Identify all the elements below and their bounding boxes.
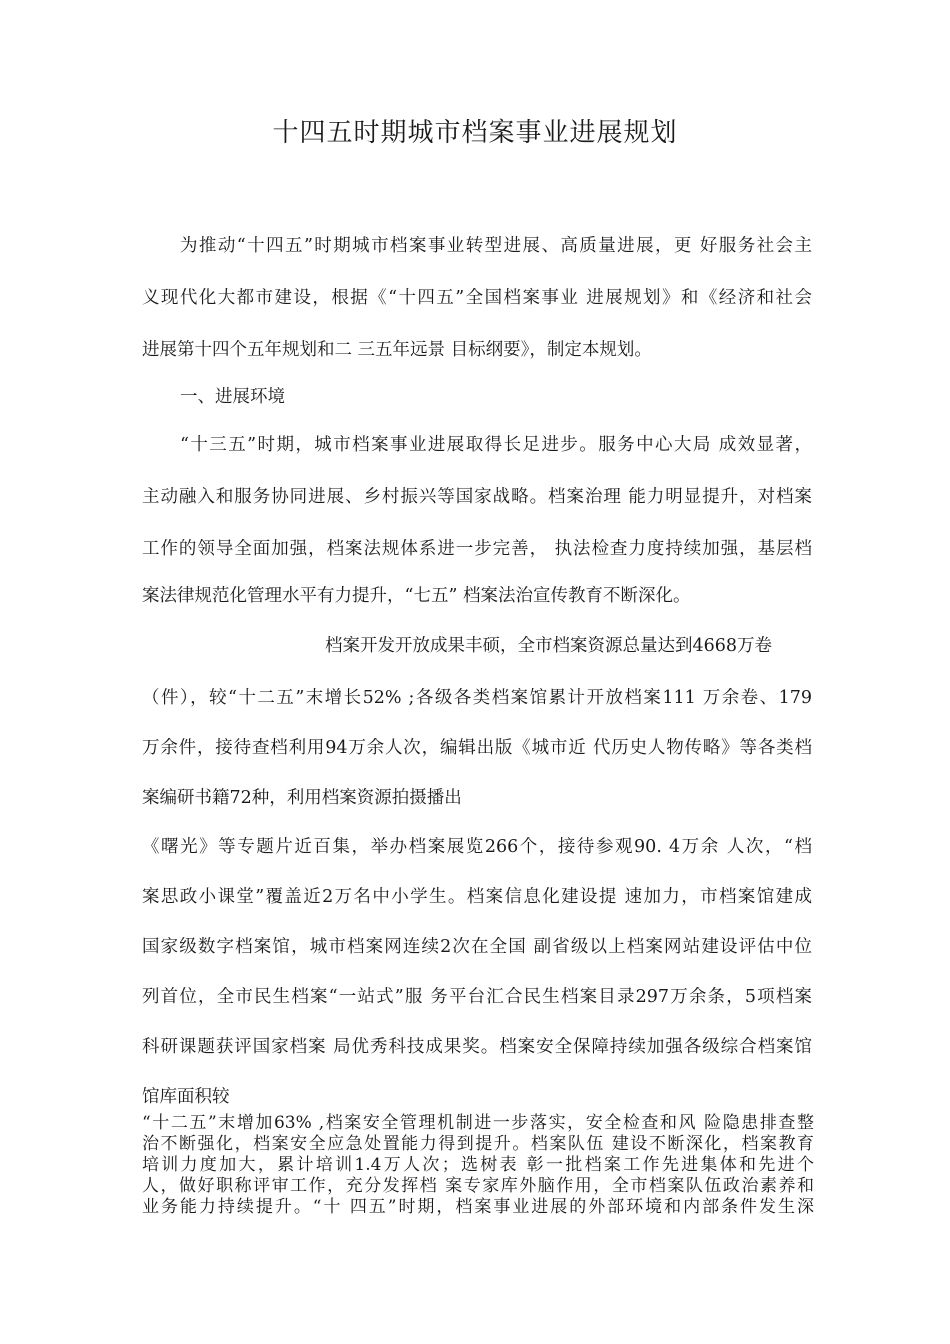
dense-paragraph-line: “十二五”末增加63% ,档案安全管理机制进一步落实，安全检查和风 险隐患排查整 bbox=[142, 1113, 814, 1133]
paragraph-line: 国家级数字档案馆，城市档案网连续2次在全国 副省级以上档案网站建设评估中位 bbox=[142, 937, 812, 957]
paragraph-line: 进展第十四个五年规划和二 三五年远景 目标纲要》，制定本规划。 bbox=[142, 340, 652, 360]
paragraph-line: 万余件，接待查档利用94万余人次，编辑出版《城市近 代历史人物传略》等各类档 bbox=[142, 738, 812, 758]
paragraph-line: 工作的领导全面加强，档案法规体系进一步完善， 执法检查力度持续加强，基层档 bbox=[142, 539, 812, 559]
dense-paragraph-line: 业务能力持续提升。“十 四五”时期，档案事业进展的外部环境和内部条件发生深 bbox=[142, 1197, 814, 1217]
paragraph-line: 馆库面积较 bbox=[142, 1087, 230, 1107]
paragraph-line: 案编研书籍72种，利用档案资源拍摄播出 bbox=[142, 788, 462, 808]
paragraph-line: 主动融入和服务协同进展、乡村振兴等国家战略。档案治理 能力明显提升，对档案 bbox=[142, 487, 812, 507]
dense-paragraph-line: 治不断强化，档案安全应急处置能力得到提升。档案队伍 建设不断深化，档案教育 bbox=[142, 1134, 814, 1154]
paragraph-line: 为推动“十四五”时期城市档案事业转型进展、高质量进展，更 好服务社会主 bbox=[180, 236, 812, 256]
paragraph-line: 列首位，全市民生档案“一站式”服 务平台汇合民生档案目录297万余条，5项档案 bbox=[142, 987, 812, 1007]
section-heading: 一、进展环境 bbox=[180, 387, 285, 407]
paragraph-line: 档案开发开放成果丰硕，全市档案资源总量达到4668万卷 bbox=[325, 636, 773, 656]
paragraph-line: 案思政小课堂”覆盖近2万名中小学生。档案信息化建设提 速加力，市档案馆建成 bbox=[142, 887, 812, 907]
document-title: 十四五时期城市档案事业进展规划 bbox=[272, 118, 678, 148]
paragraph-line: （件），较“十二五”末增长52% ;各级各类档案馆累计开放档案111 万余卷、179 bbox=[142, 688, 812, 708]
dense-paragraph-line: 人，做好职称评审工作，充分发挥档 案专家库外脑作用，全市档案队伍政治素养和 bbox=[142, 1176, 814, 1196]
paragraph-line: “十三五”时期，城市档案事业进展取得长足进步。服务中心大局 成效显著， bbox=[180, 435, 812, 455]
dense-paragraph-line: 培训力度加大，累计培训1.4万人次；选树表 彰一批档案工作先进集体和先进个 bbox=[142, 1155, 814, 1175]
paragraph-line: 义现代化大都市建设，根据《“十四五”全国档案事业 进展规划》和《经济和社会 bbox=[142, 288, 812, 308]
paragraph-line: 科研课题获评国家档案 局优秀科技成果奖。档案安全保障持续加强各级综合档案馆 bbox=[142, 1037, 812, 1057]
paragraph-line: 案法律规范化管理水平有力提升，“七五” 档案法治宣传教育不断深化。 bbox=[142, 586, 691, 606]
paragraph-line: 《曙光》等专题片近百集，举办档案展览266个，接待参观90. 4万余 人次，“档 bbox=[142, 837, 812, 857]
